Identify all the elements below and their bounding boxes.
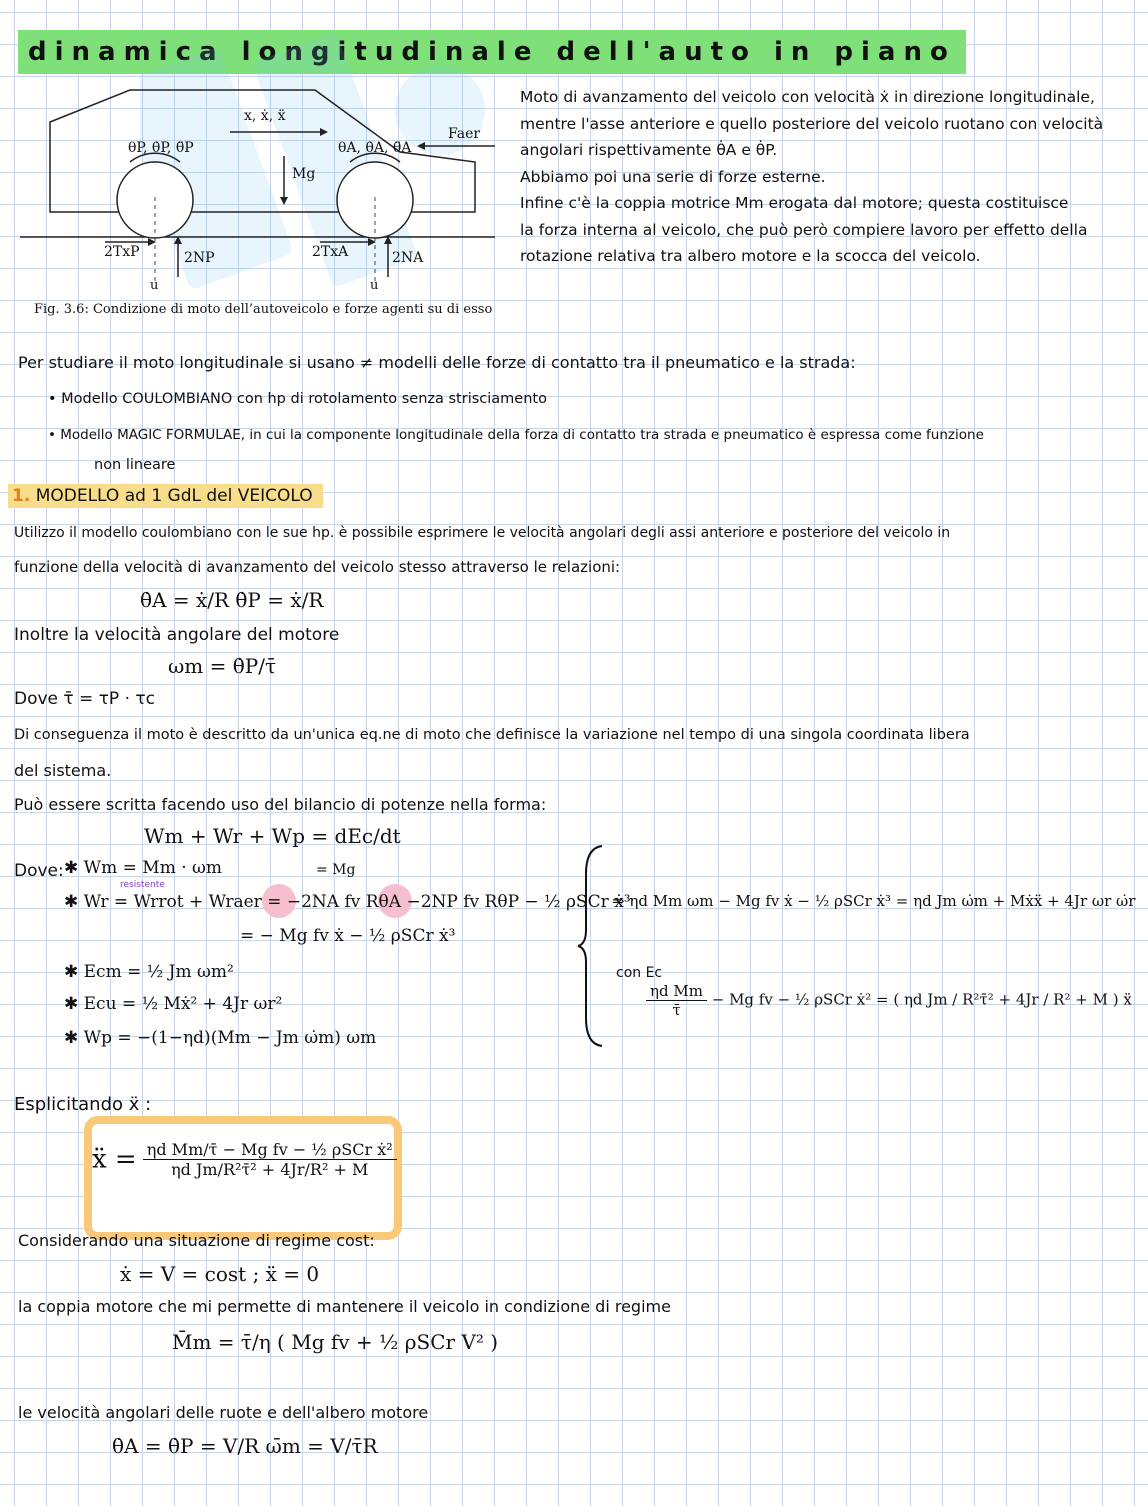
figure-caption: Fig. 3.6: Condizione di moto dell’autoveicolo e forze agenti su di esso [34, 302, 493, 317]
frac-num: ηd Mm/τ̄ − Mg fv − ½ ρSCr ẋ² [143, 1140, 397, 1160]
motor-speed-text: Inoltre la velocità angolare del motore [14, 625, 340, 645]
section-number: 1. [12, 486, 31, 506]
section-label: MODELLO ad 1 GdL del VEICOLO [35, 486, 313, 506]
label-na: 2NA [392, 250, 424, 266]
note-resistant: resistente [120, 880, 165, 890]
intro-line: Moto di avanzamento del veicolo con velocità ẋ in direzione longitudinale, [520, 88, 1095, 106]
power-balance-text: Può essere scritta facendo uso del bilancio di potenze nella forma: [14, 795, 547, 814]
explicit-text: Esplicitando ẍ : [14, 1094, 152, 1115]
tau-definition: Dove τ̄ = τP · τc [14, 689, 155, 709]
consequence-text: del sistema. [14, 761, 112, 780]
dove-label: Dove: [14, 861, 64, 881]
label-txp: 2TxP [104, 244, 140, 260]
eq-energy-balance: ⇒ ηd Mm ωm − Mg fv ẋ − ½ ρSCr ẋ³ = ηd Jm ω̇m + Mẋẍ + 4Jr ωr ω̇r [612, 892, 1136, 910]
con-label: con Ec [616, 965, 663, 981]
eq-motion-rest: − Mg fv − ½ ρSCr ẋ² = ( ηd Jm / R²τ̄² + 4Jr / R² + M ) ẍ [711, 990, 1132, 1009]
steady-text: Considerando una situazione di regime cost: [18, 1231, 375, 1250]
models-intro: Per studiare il moto longitudinale si usano ≠ modelli delle forze di contatto tra il pneumatico e la strada: [18, 353, 856, 372]
def-ecu: ✱ Ecu = ½ Mẋ² + 4Jr ωr² [64, 994, 283, 1014]
frac-den: τ̄ [672, 1001, 681, 1019]
intro-line: rotazione relativa tra albero motore e la scocca del veicolo. [520, 247, 981, 265]
consequence-text: Di conseguenza il moto è descritto da un'unica eq.ne di moto che definisce la variazione nel tempo di una singola coordinata libera [14, 727, 970, 743]
def-wp: ✱ Wp = −(1−ηd)(Mm − Jm ω̇m) ωm [64, 1028, 377, 1048]
bullet-coulomb: • Modello COULOMBIANO con hp di rotolamento senza strisciamento [48, 391, 547, 407]
bullet-magic: • Modello MAGIC FORMULAE, in cui la componente longitudinale della forza di contatto tra strada e pneumatico è espressa come funzione [48, 427, 984, 443]
eq-steady: ẋ = V = cost ; ẍ = 0 [120, 1262, 320, 1286]
bullet-magic-cont: non lineare [94, 457, 176, 473]
eq-wheels: θ̇A = θ̇P = V/R ω̄m = V/τ̄R [112, 1434, 378, 1458]
def-wr-simplified: = − Mg fv ẋ − ½ ρSCr ẋ³ [240, 926, 456, 946]
label-txa: 2TxA [312, 244, 349, 260]
intro-line: Infine c'è la coppia motrice Mm erogata dal motore; questa costituisce [520, 194, 1069, 212]
section-heading [8, 484, 323, 508]
intro-line: la forza interna al veicolo, che può però compiere lavoro per effetto della [520, 220, 1088, 239]
frac-den: ηd Jm/R²τ̄² + 4Jr/R² + M [171, 1160, 369, 1179]
label-u-left: u [150, 278, 159, 293]
label-theta-a: θA, θ̇A, θ̈A [338, 140, 412, 156]
label-theta-p: θP, θ̇P, θ̈P [128, 140, 194, 156]
intro-paragraph [520, 84, 1103, 270]
note-mg: = Mg [316, 862, 356, 878]
intro-line: mentre l'asse anteriore e quello posteriore del veicolo ruotano con velocità [520, 114, 1104, 133]
label-mg: Mg [292, 166, 316, 182]
eq-torque: M̄m = τ̄/η ( Mg fv + ½ ρSCr V² ) [172, 1330, 499, 1354]
eq-motor-speed: ωm = θ̇P/τ̄ [168, 654, 277, 678]
intro-line: angolari rispettivamente θ̇A e θ̇P. [520, 141, 778, 159]
def-wr: ✱ Wr = Wrrot + Wraer = −2NA fv RθA −2NP fv RθP − ½ ρSCr ẋ³ [64, 892, 631, 912]
eq-acceleration [92, 1140, 397, 1179]
frac-num: ηd Mm [646, 982, 707, 1001]
label-faer: Faer [448, 126, 481, 142]
section-text: Utilizzo il modello coulombiano con le sue hp. è possibile esprimere le velocità angolari degli assi anteriore e posteriore del veicolo in [14, 525, 951, 541]
eq-angular-velocities: θ̇A = ẋ/R θ̇P = ẋ/R [140, 588, 324, 612]
label-u-right: u [370, 278, 379, 293]
def-wm: ✱ Wm = Mm · ωm [64, 858, 223, 878]
eq-motion [646, 982, 1132, 1019]
label-x: x, ẋ, ẍ [244, 108, 286, 124]
label-np: 2NP [184, 250, 215, 266]
brace [576, 844, 606, 1048]
page-title: dinamica longitudinale dell'auto in piano [18, 30, 966, 74]
torque-text: la coppia motore che mi permette di mantenere il veicolo in condizione di regime [18, 1297, 671, 1316]
section-text: funzione della velocità di avanzamento del veicolo stesso attraverso le relazioni: [14, 558, 621, 576]
eq-lhs: ẍ = [92, 1144, 137, 1175]
wheels-text: le velocità angolari delle ruote e dell'albero motore [18, 1403, 429, 1422]
intro-line: Abbiamo poi una serie di forze esterne. [520, 167, 826, 186]
eq-power-balance: Wm + Wr + Wp = dEc/dt [144, 824, 401, 848]
def-ecm: ✱ Ecm = ½ Jm ωm² [64, 962, 234, 982]
